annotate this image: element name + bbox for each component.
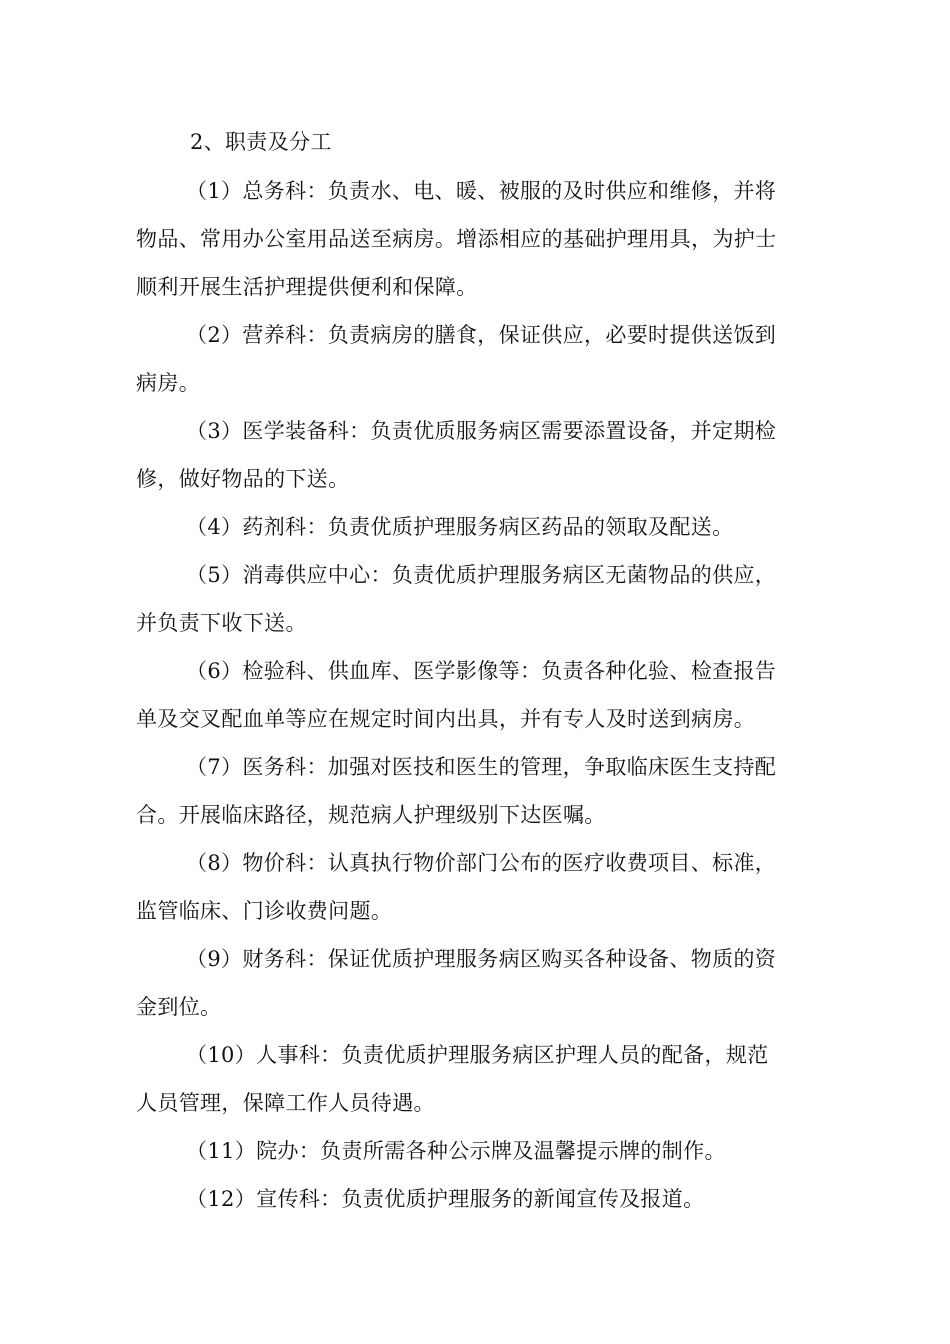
paragraph-8-line-2: 监管临床、门诊收费问题。 xyxy=(136,899,393,923)
paragraph-3-line-1: （3）医学装备科：负责优质服务病区需要添置设备，并定期检 xyxy=(186,419,777,443)
paragraph-1-line-1: （1）总务科：负责水、电、暖、被服的及时供应和维修，并将 xyxy=(186,179,777,203)
paragraph-7-line-2: 合。开展临床路径，规范病人护理级别下达医嘱。 xyxy=(136,803,606,827)
paragraph-10-line-2: 人员管理，保障工作人员待遇。 xyxy=(136,1091,435,1115)
paragraph-2-line-1: （2）营养科：负责病房的膳食，保证供应，必要时提供送饭到 xyxy=(186,323,777,347)
paragraph-5-line-1: （5）消毒供应中心：负责优质护理服务病区无菌物品的供应， xyxy=(186,563,777,587)
paragraph-2-line-2: 病房。 xyxy=(136,371,201,395)
paragraph-11-line-1: （11）院办：负责所需各种公示牌及温馨提示牌的制作。 xyxy=(186,1139,726,1163)
paragraph-9-line-2: 金到位。 xyxy=(136,995,222,1019)
section-heading: 2、职责及分工 xyxy=(190,130,332,154)
paragraph-6-line-1: （6）检验科、供血库、医学影像等：负责各种化验、检查报告 xyxy=(186,659,777,683)
paragraph-8-line-1: （8）物价科：认真执行物价部门公布的医疗收费项目、标准， xyxy=(186,851,777,875)
paragraph-1-line-3: 顺利开展生活护理提供便利和保障。 xyxy=(136,275,478,299)
paragraph-4-line-1: （4）药剂科：负责优质护理服务病区药品的领取及配送。 xyxy=(186,515,734,539)
paragraph-1-line-2: 物品、常用办公室用品送至病房。增添相应的基础护理用具，为护士 xyxy=(136,227,777,251)
paragraph-6-line-2: 单及交叉配血单等应在规定时间内出具，并有专人及时送到病房。 xyxy=(136,707,756,731)
paragraph-3-line-2: 修，做好物品的下送。 xyxy=(136,467,350,491)
paragraph-9-line-1: （9）财务科：保证优质护理服务病区购买各种设备、物质的资 xyxy=(186,947,777,971)
paragraph-7-line-1: （7）医务科：加强对医技和医生的管理，争取临床医生支持配 xyxy=(186,755,777,779)
paragraph-5-line-2: 并负责下收下送。 xyxy=(136,611,307,635)
paragraph-12-line-1: （12）宣传科：负责优质护理服务的新闻宣传及报道。 xyxy=(186,1187,705,1211)
paragraph-10-line-1: （10）人事科：负责优质护理服务病区护理人员的配备，规范 xyxy=(186,1043,769,1067)
